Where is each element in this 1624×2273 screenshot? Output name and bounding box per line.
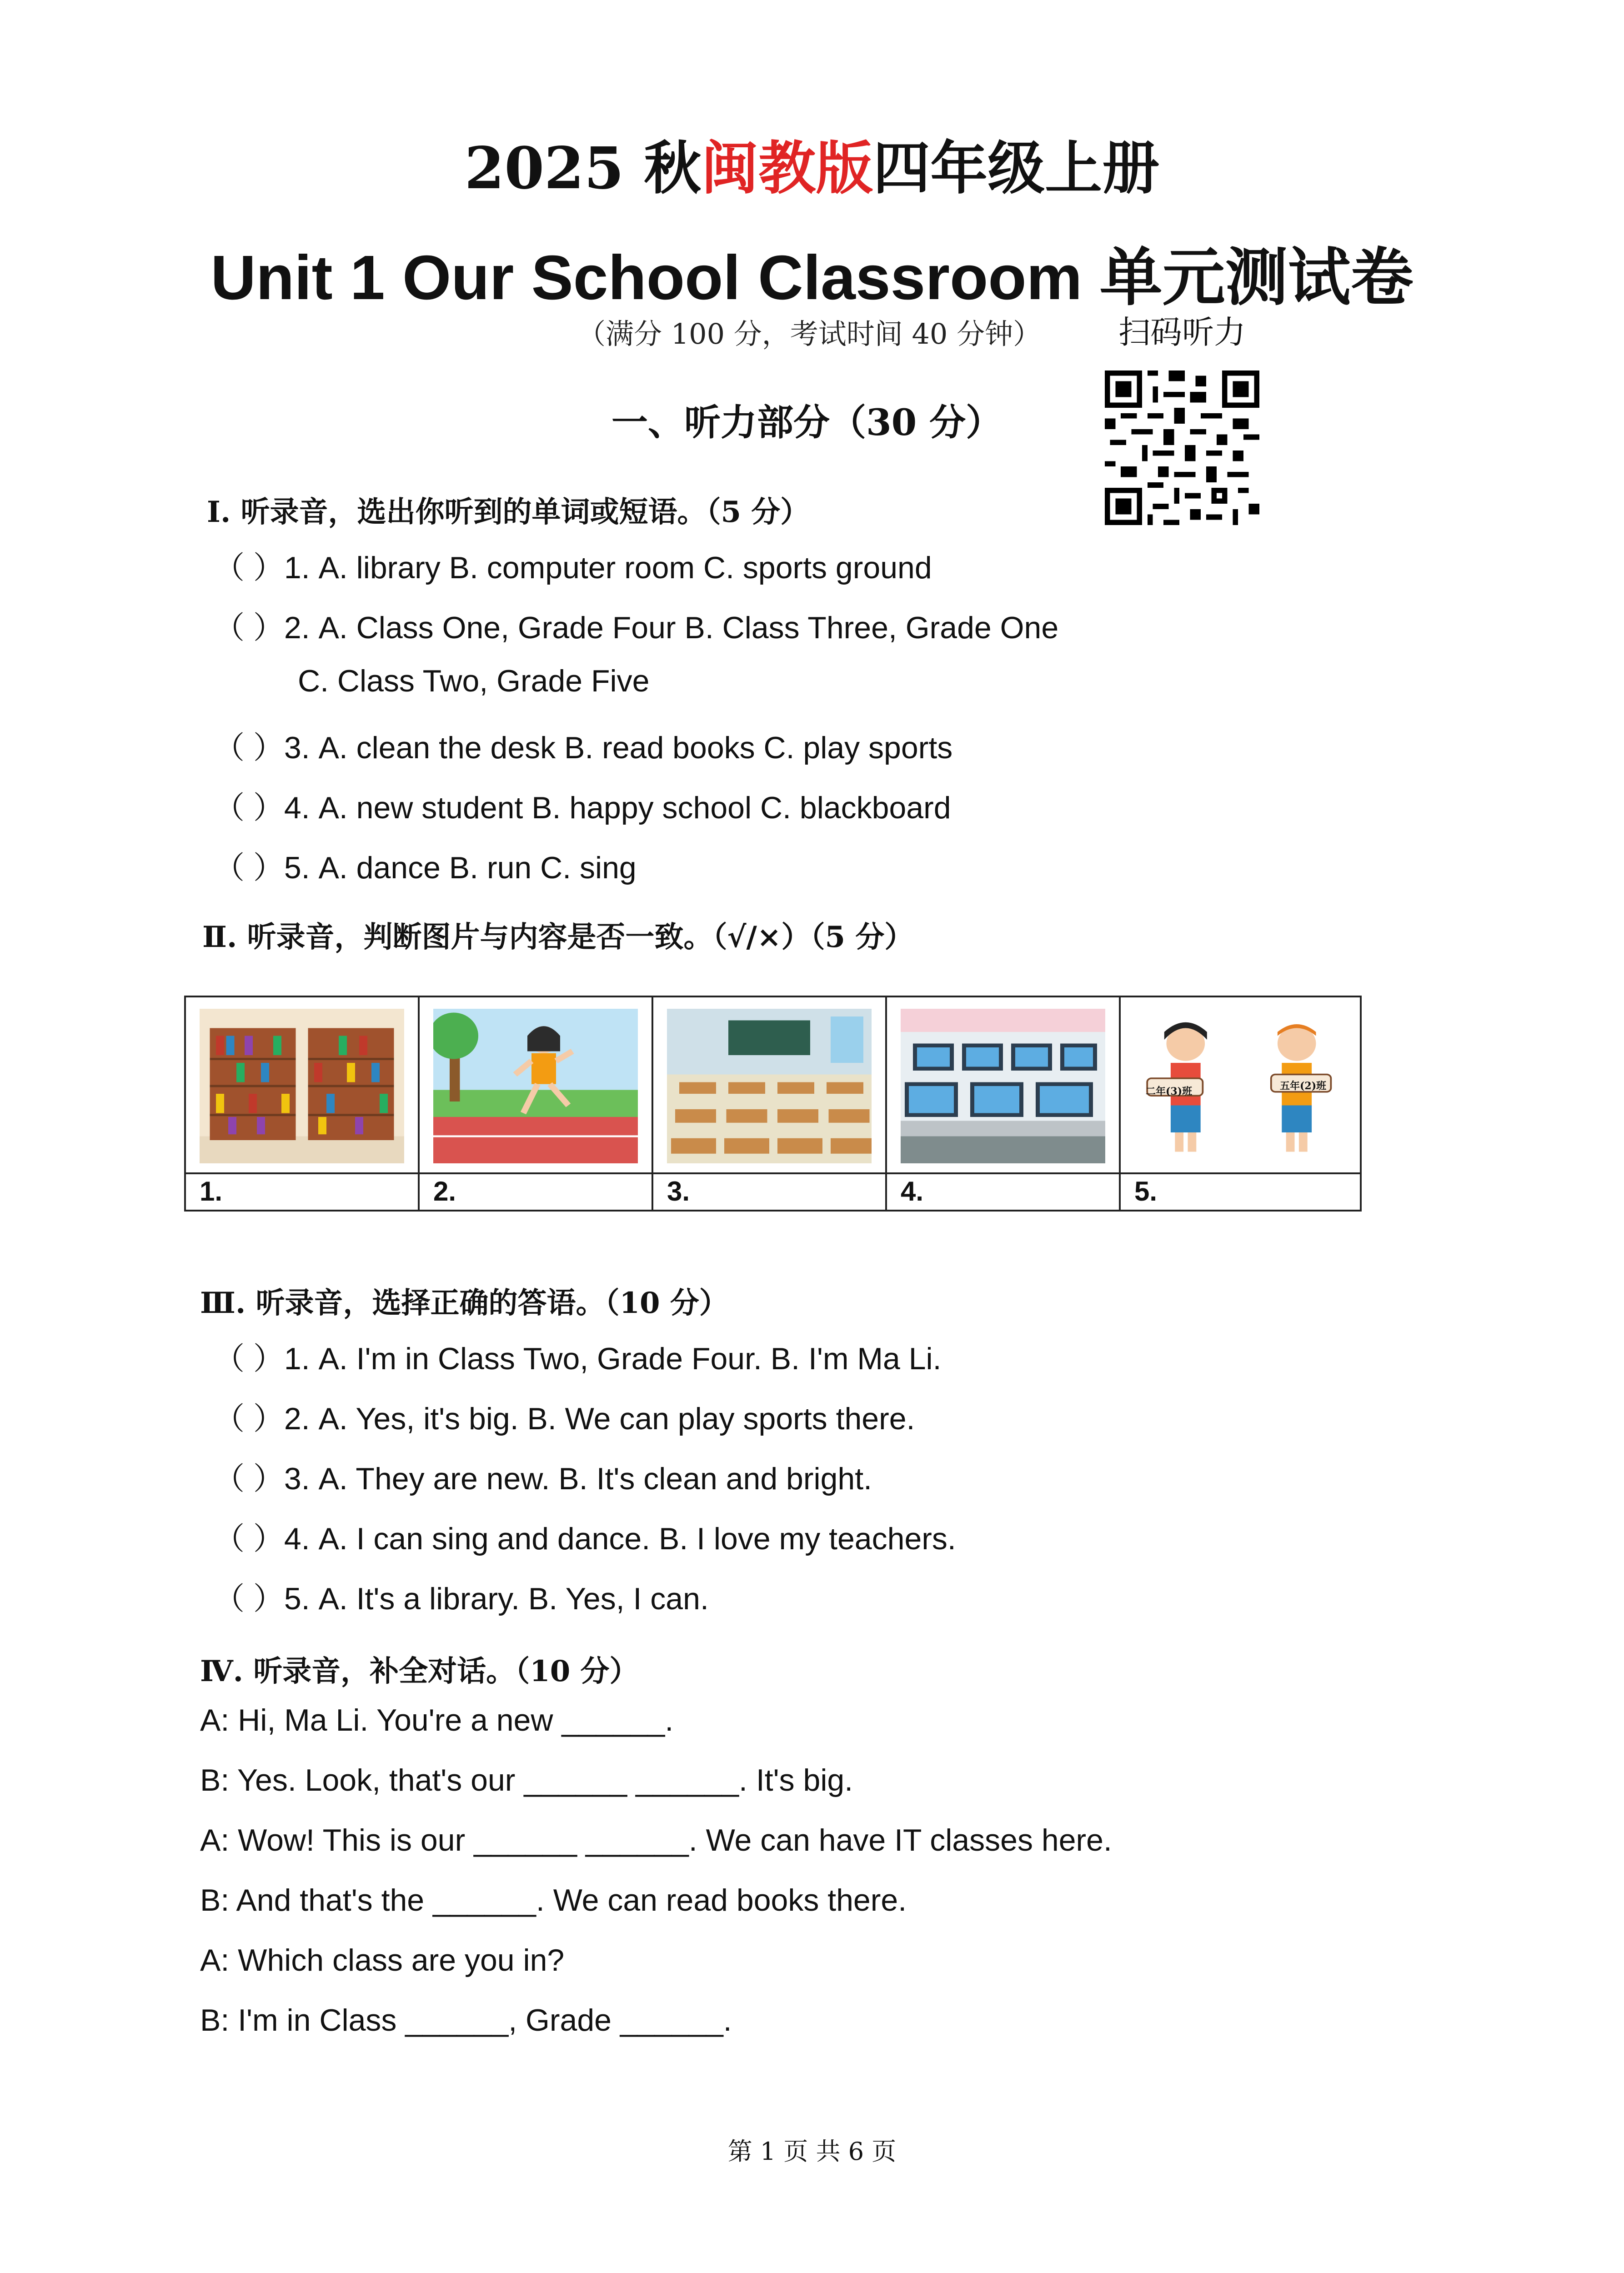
question-item-continued: C. Class Two, Grade Five [298, 664, 650, 698]
question-item[interactable]: （ ）2. A. Yes, it's big. B. We can play sports there. [214, 1402, 915, 1436]
girl-running-image [433, 1009, 638, 1163]
title-publisher: 闽教版 [701, 135, 873, 202]
title-grade [0, 123, 1624, 205]
picture-cell-5[interactable] [1121, 997, 1362, 1210]
class-sign-right: 五年(2)班 [1280, 1080, 1327, 1092]
question-item[interactable]: （ ）4. A. I can sing and dance. B. I love my teachers. [214, 1522, 956, 1556]
question-item[interactable]: （ ）5. A. It's a library. B. Yes, I can. [214, 1582, 709, 1616]
dialogue-line[interactable]: A: Hi, Ma Li. You're a new ______. [200, 1703, 674, 1737]
title-grade-text: 四年级上册 [873, 135, 1160, 202]
dialogue-line[interactable]: B: And that's the ______. We can read books there. [200, 1883, 907, 1918]
dialogue-line[interactable]: B: I'm in Class ______, Grade ______. [200, 2003, 732, 2038]
section-4-title: Ⅳ. 听录音，补全对话。（10 分） [200, 1654, 639, 1688]
picture-number: 3. [667, 1176, 690, 1207]
picture-number: 5. [1134, 1176, 1158, 1207]
question-item[interactable]: （ ）1. A. I'm in Class Two, Grade Four. B. I'm Ma Li. [214, 1342, 942, 1376]
picture-table [184, 996, 1362, 1212]
qr-code[interactable] [1105, 370, 1259, 525]
title-year: 2025 秋 [464, 135, 702, 202]
picture-number: 1. [200, 1176, 223, 1207]
section-3-title: Ⅲ. 听录音，选择正确的答语。（10 分） [200, 1286, 728, 1320]
question-item[interactable]: （ ）3. A. clean the desk B. read books C. play sports [214, 731, 953, 765]
dialogue-line[interactable]: A: Wow! This is our ______ ______. We can have IT classes here. [200, 1823, 1112, 1857]
picture-number: 2. [433, 1176, 456, 1207]
picture-cell-3[interactable] [653, 997, 887, 1210]
library-bookshelf-image [200, 1009, 404, 1163]
question-item[interactable]: （ ）1. A. library B. computer room C. sports ground [214, 551, 932, 585]
question-item[interactable]: （ ）3. A. They are new. B. It's clean and bright. [214, 1462, 872, 1496]
dialogue-line[interactable]: B: Yes. Look, that's our ______ ______. It's big. [200, 1763, 853, 1797]
exam-info: （满分 100 分，考试时间 40 分钟） [577, 317, 1042, 350]
picture-number: 4. [901, 1176, 924, 1207]
question-item[interactable]: （ ）2. A. Class One, Grade Four B. Class Three, Grade One [214, 611, 1059, 645]
classroom-image [667, 1009, 872, 1163]
picture-cell-2[interactable] [420, 997, 653, 1210]
page-title: Unit 1 Our School Classroom 单元测试卷 [211, 243, 1413, 313]
class-sign-left: 二年(3)班 [1146, 1086, 1193, 1097]
section-1-title: Ⅰ. 听录音，选出你听到的单词或短语。（5 分） [207, 495, 810, 529]
picture-cell-4[interactable] [887, 997, 1121, 1210]
page-number: 第 1 页 共 6 页 [727, 2137, 897, 2166]
section-2-title: Ⅱ. 听录音，判断图片与内容是否一致。（√/×）（5 分） [202, 920, 914, 954]
listening-part-heading: 一、听力部分（30 分） [612, 401, 1002, 444]
computer-room-image [901, 1009, 1105, 1163]
question-item[interactable]: （ ）5. A. dance B. run C. sing [214, 851, 637, 885]
dialogue-line: A: Which class are you in? [200, 1943, 565, 1978]
picture-cell-1[interactable] [186, 997, 420, 1210]
scan-label: 扫码听力 [1118, 314, 1246, 351]
question-item[interactable]: （ ）4. A. new student B. happy school C. blackboard [214, 791, 951, 825]
